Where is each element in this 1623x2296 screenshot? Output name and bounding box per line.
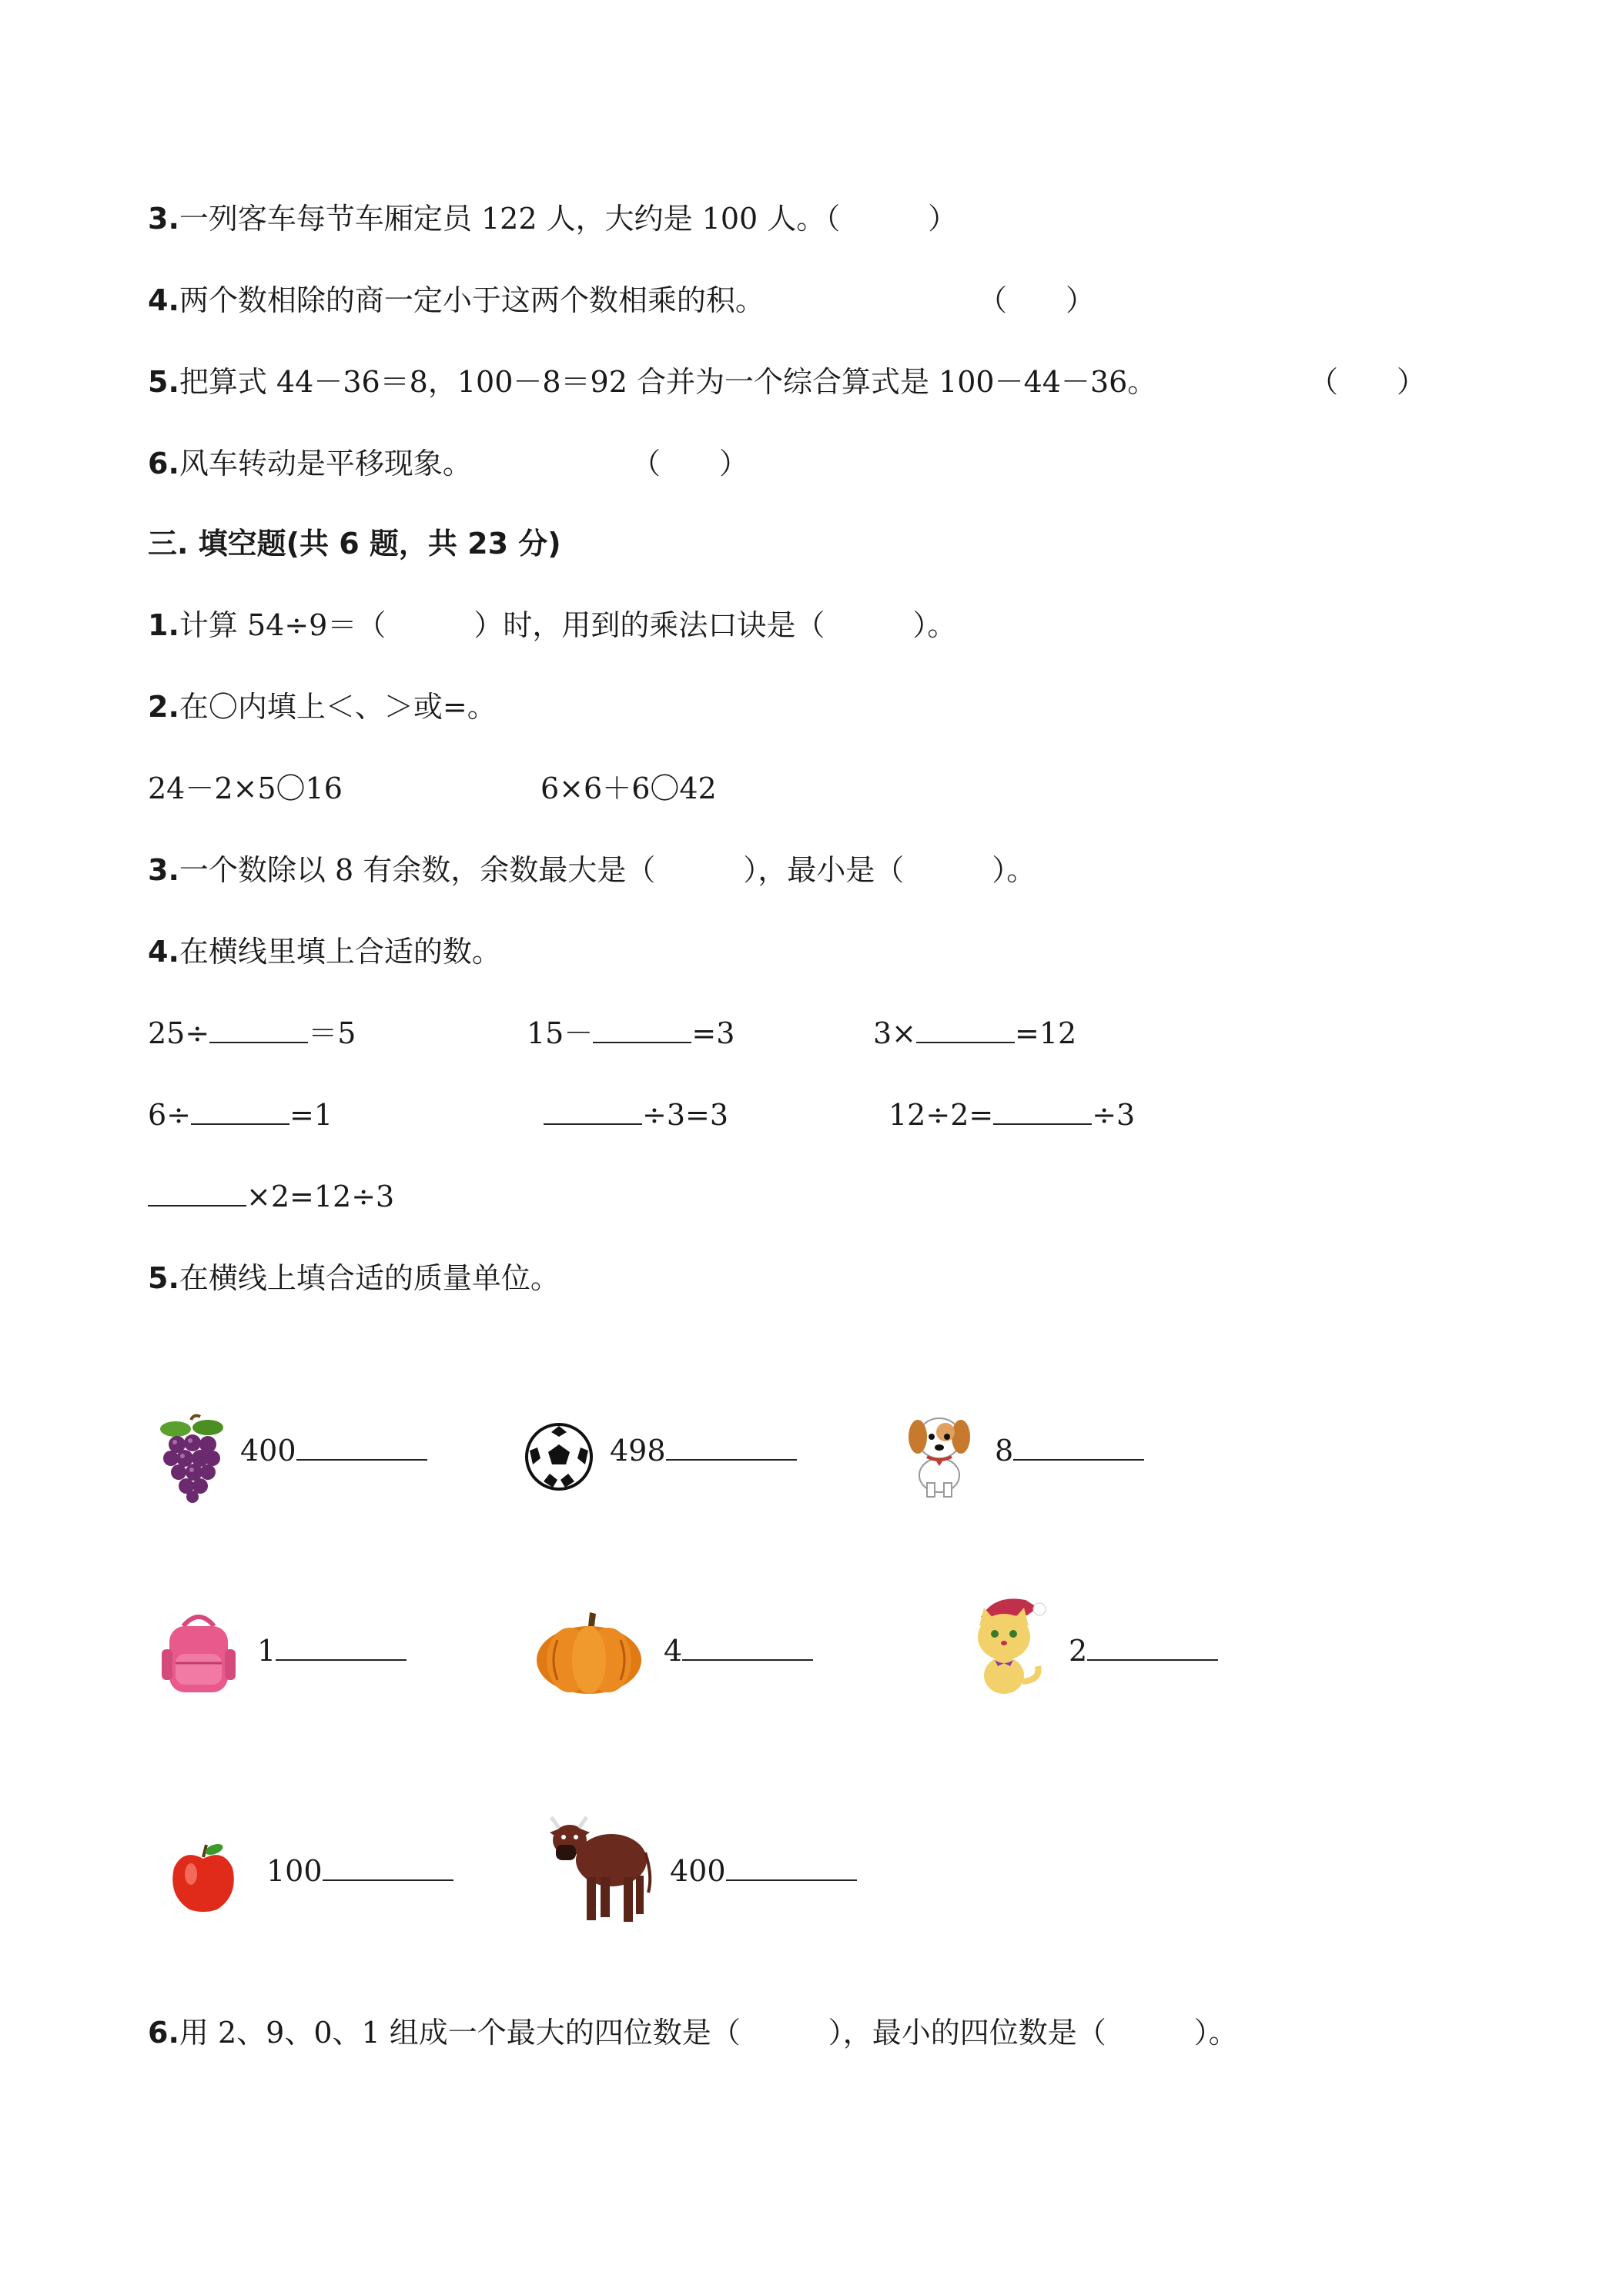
eq-text: ÷3 — [1092, 1098, 1136, 1132]
weight-item — [670, 1851, 857, 1891]
answer-blank[interactable] — [323, 1852, 453, 1881]
weight-value: 100 — [266, 1854, 323, 1888]
answer-blank[interactable] — [993, 1096, 1092, 1125]
eq-text: 15－ — [527, 1016, 594, 1050]
equation — [527, 1013, 735, 1053]
equation — [888, 1095, 1135, 1135]
eq-text: 3× — [873, 1016, 917, 1050]
answer-blank[interactable] — [191, 1096, 289, 1125]
weight-value: 400 — [240, 1434, 296, 1468]
question-number: 1. — [148, 608, 179, 642]
eq-text: =3 — [691, 1016, 735, 1050]
question-text: 计算 54÷9＝（ ）时，用到的乘法口诀是（ ）。 — [179, 608, 957, 642]
answer-blank[interactable] — [1013, 1431, 1144, 1461]
question-number: 6. — [148, 447, 179, 480]
eq-text: =12 — [1015, 1016, 1077, 1050]
question-text: 风车转动是平移现象。 — [179, 447, 472, 480]
weight-item — [610, 1431, 797, 1471]
answer-blank[interactable] — [666, 1431, 797, 1461]
question-text: 一列客车每节车厢定员 122 人，大约是 100 人。（ ） — [179, 202, 958, 236]
equation — [148, 1176, 394, 1217]
eq-text: 6÷ — [148, 1098, 192, 1132]
fill-q2 — [148, 687, 497, 727]
backpack-icon — [159, 1611, 239, 1695]
weight-item — [995, 1431, 1144, 1471]
eq-text: ＝5 — [308, 1016, 356, 1050]
eq-text: 25÷ — [148, 1016, 210, 1050]
question-number: 4. — [148, 283, 179, 317]
question-text: 把算式 44－36＝8，100－8＝92 合并为一个综合算式是 100－44－36。 — [179, 365, 1157, 399]
dog-icon — [901, 1406, 978, 1498]
question-number: 5. — [148, 365, 179, 399]
answer-paren[interactable]: （ ） — [978, 283, 1096, 317]
eq-text: =1 — [289, 1098, 333, 1132]
apple-icon — [168, 1840, 239, 1914]
answer-blank[interactable] — [726, 1852, 857, 1881]
equation — [873, 1013, 1076, 1053]
judge-q5 — [148, 362, 1156, 402]
eq-text: ×2=12÷3 — [246, 1180, 395, 1213]
judge-q4 — [148, 280, 765, 320]
eq-text: 12÷2= — [888, 1098, 994, 1132]
question-number: 4. — [148, 935, 179, 969]
question-number: 5. — [148, 1261, 179, 1295]
cat-icon — [964, 1589, 1052, 1697]
answer-blank[interactable] — [682, 1632, 813, 1661]
football-icon — [524, 1421, 594, 1492]
question-number: 3. — [148, 853, 179, 887]
fill-q5 — [148, 1258, 560, 1298]
equation — [148, 1013, 356, 1053]
weight-value: 498 — [610, 1434, 666, 1468]
fill-q1 — [148, 605, 956, 645]
equation — [148, 1095, 333, 1135]
question-text: 在横线上填合适的质量单位。 — [179, 1261, 560, 1295]
weight-value: 1 — [257, 1634, 276, 1668]
answer-blank[interactable] — [1087, 1632, 1218, 1661]
answer-blank[interactable] — [544, 1096, 642, 1125]
weight-item — [664, 1631, 813, 1671]
question-number: 3. — [148, 202, 179, 236]
weight-value: 400 — [670, 1854, 726, 1888]
section-heading: 三. 填空题(共 6 题，共 23 分) — [148, 527, 561, 561]
question-text: 两个数相除的商一定小于这两个数相乘的积。 — [179, 283, 765, 317]
answer-blank[interactable] — [148, 1177, 246, 1207]
answer-paren[interactable]: （ ） — [1309, 365, 1427, 399]
judge-q3 — [148, 199, 957, 239]
weight-value: 2 — [1069, 1634, 1088, 1668]
fill-q4 — [148, 932, 501, 972]
compare-b: 6×6＋6〇42 — [540, 771, 717, 805]
question-text: 一个数除以 8 有余数，余数最大是（ ），最小是（ ）。 — [179, 853, 1036, 887]
answer-paren[interactable]: （ ） — [631, 447, 749, 480]
weight-item — [257, 1631, 407, 1671]
compare-a: 24－2×5〇16 — [148, 771, 343, 805]
judge-q6 — [148, 443, 472, 484]
question-text: 用 2、9、0、1 组成一个最大的四位数是（ ），最小的四位数是（ ）。 — [179, 2016, 1238, 2050]
answer-blank[interactable] — [916, 1014, 1015, 1043]
weight-item — [240, 1431, 427, 1471]
weight-value: 8 — [995, 1434, 1014, 1468]
answer-blank[interactable] — [209, 1014, 308, 1043]
question-text: 在横线里填上合适的数。 — [179, 935, 501, 969]
grapes-icon — [154, 1414, 228, 1503]
weight-value: 4 — [664, 1634, 683, 1668]
weight-item — [266, 1851, 453, 1891]
question-text: 在〇内填上＜、＞或=。 — [179, 690, 497, 724]
question-number: 2. — [148, 690, 179, 724]
answer-blank[interactable] — [593, 1014, 691, 1043]
cow-icon — [547, 1806, 656, 1930]
question-number: 6. — [148, 2016, 179, 2050]
answer-blank[interactable] — [296, 1431, 427, 1461]
fill-q6 — [148, 2013, 1238, 2053]
weight-item — [1069, 1631, 1218, 1671]
fill-q3 — [148, 850, 1036, 890]
eq-text: ÷3=3 — [642, 1098, 729, 1132]
answer-blank[interactable] — [276, 1632, 407, 1661]
equation — [544, 1095, 728, 1135]
pumpkin-icon — [534, 1609, 644, 1695]
